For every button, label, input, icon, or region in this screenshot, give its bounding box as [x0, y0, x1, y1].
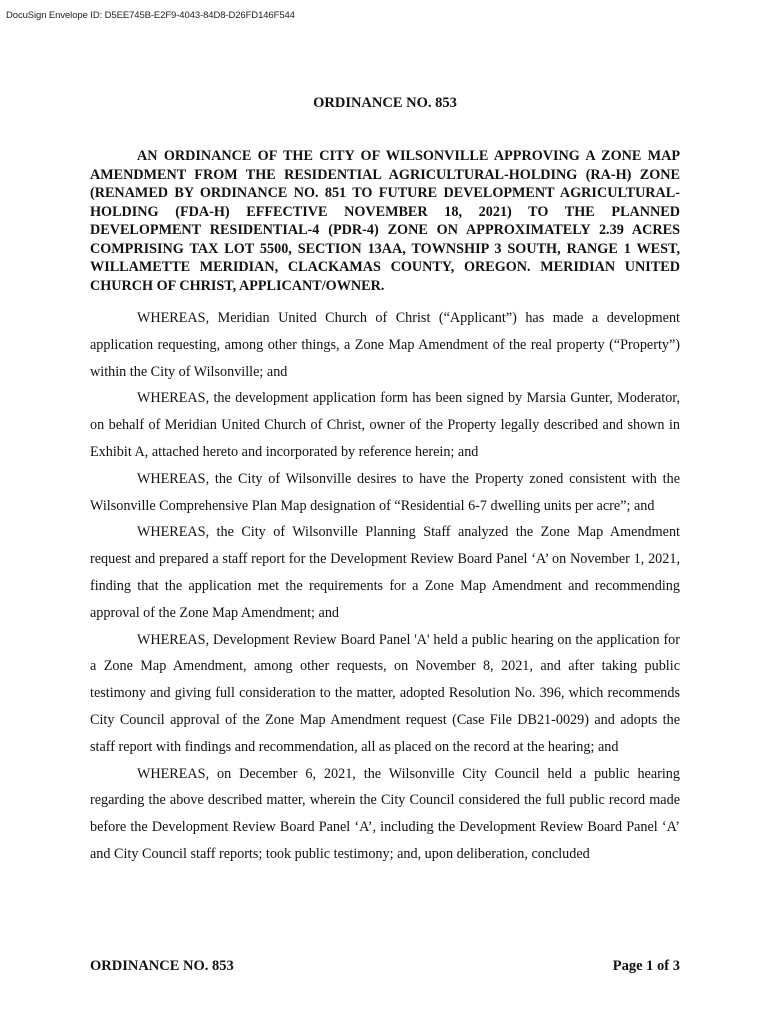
docusign-envelope-id: DocuSign Envelope ID: D5EE745B-E2F9-4043-84D8-D26FD146F544 — [6, 10, 295, 21]
whereas-paragraph-6: WHEREAS, on December 6, 2021, the Wilsonville City Council held a public hearing regarding the above described matter, wherein the City Council considered the full public record made before the Development Review Board Panel ‘A’, including the Development Review Board Panel ‘A’ and City Council staff reports; took public testimony; and, upon deliberation, concluded — [90, 765, 680, 862]
whereas-paragraph-3: WHEREAS, the City of Wilsonville desires to have the Property zoned consistent with the Wilsonville Comprehensive Plan Map designation of “Residential 6-7 dwelling units per acre”; and — [90, 470, 680, 514]
footer-page-number: Page 1 of 3 — [612, 958, 680, 974]
page-footer — [90, 958, 680, 975]
ordinance-title: ORDINANCE NO. 853 — [313, 95, 457, 111]
footer-ordinance-number: ORDINANCE NO. 853 — [90, 958, 234, 974]
ordinance-caption: AN ORDINANCE OF THE CITY OF WILSONVILLE APPROVING A ZONE MAP AMENDMENT FROM THE RESIDENTIAL AGRICULTURAL-HOLDING (RA-H) ZONE (RENAMED BY ORDINANCE NO. 851 TO FUTURE DEVELOPMENT AGRICULTURAL-HOLDING (FDA-H) EFFECTIVE NOVEMBER 18, 2021) TO THE PLANNED DEVELOPMENT RESIDENTIAL-4 (PDR-4) ZONE ON APPROXIMATELY 2.39 ACRES COMPRISING TAX LOT 5500, SECTION 13AA, TOWNSHIP 3 SOUTH, RANGE 1 WEST, WILLAMETTE MERIDIAN, CLACKAMAS COUNTY, OREGON. MERIDIAN UNITED CHURCH OF CHRIST, APPLICANT/OWNER. — [90, 148, 680, 294]
whereas-paragraph-4: WHEREAS, the City of Wilsonville Planning Staff analyzed the Zone Map Amendment request and prepared a staff report for the Development Review Board Panel ‘A’ on November 1, 2021, finding that the application met the requirements for a Zone Map Amendment and recommending approval of the Zone Map Amendment; and — [90, 524, 680, 621]
whereas-paragraph-1: WHEREAS, Meridian United Church of Christ (“Applicant”) has made a development application requesting, among other things, a Zone Map Amendment of the real property (“Property”) within the City of Wilsonville; and — [90, 310, 680, 380]
whereas-paragraph-5: WHEREAS, Development Review Board Panel 'A' held a public hearing on the application for a Zone Map Amendment, among other requests, on November 8, 2021, and after taking public testimony and giving full consideration to the matter, adopted Resolution No. 396, which recommends City Council approval of the Zone Map Amendment request (Case File DB21-0029) and adopts the staff report with findings and recommendation, all as placed on the record at the hearing; and — [90, 631, 680, 755]
whereas-paragraph-2: WHEREAS, the development application form has been signed by Marsia Gunter, Moderator, on behalf of Meridian United Church of Christ, owner of the Property legally described and shown in Exhibit A, attached hereto and incorporated by reference herein; and — [90, 390, 680, 460]
ordinance-body — [90, 305, 680, 868]
